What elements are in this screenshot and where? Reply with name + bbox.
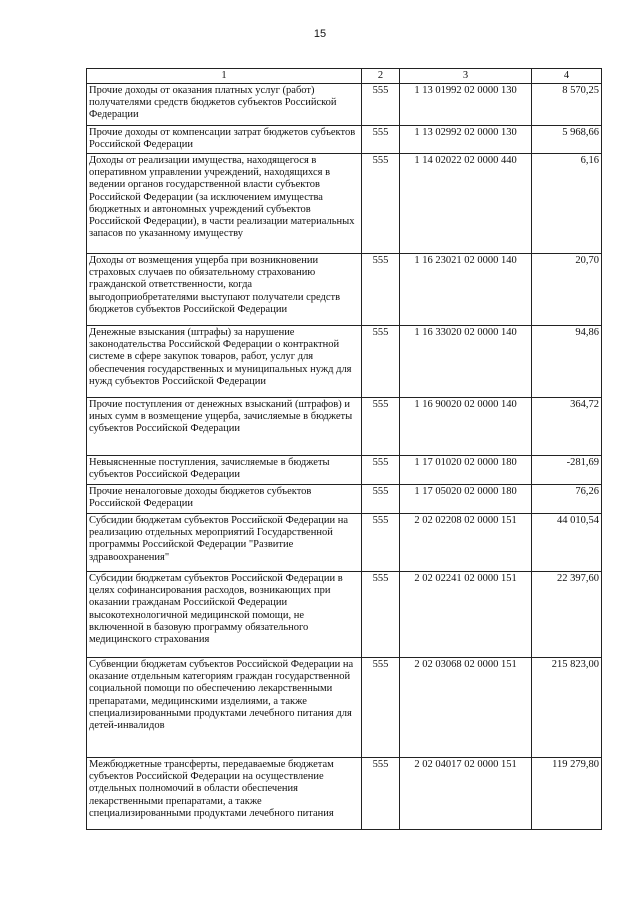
row-admin-code: 555 (362, 456, 400, 485)
table-row (87, 456, 602, 485)
row-admin-code: 555 (362, 658, 400, 758)
row-name: Субсидии бюджетам субъектов Российской Федерации в целях софинансирования расходов, возникающих при оказании гражданам Российской Федерации высокотехнологичной медицинской помощи, не включенной в базовую программу обязательного медицинского страхования (87, 572, 362, 658)
table-header-row (87, 69, 602, 84)
table-row (87, 126, 602, 154)
header-col-1: 1 (87, 69, 362, 84)
row-amount: 6,16 (532, 154, 602, 254)
row-revenue-code: 1 13 01992 02 0000 130 (400, 84, 532, 126)
row-admin-code: 555 (362, 254, 400, 326)
page-number: 15 (313, 28, 327, 40)
row-admin-code: 555 (362, 758, 400, 830)
budget-table (86, 68, 602, 830)
row-amount: 364,72 (532, 398, 602, 456)
row-revenue-code: 2 02 02241 02 0000 151 (400, 572, 532, 658)
row-amount: 119 279,80 (532, 758, 602, 830)
row-name: Прочие доходы от компенсации затрат бюджетов субъектов Российской Федерации (87, 126, 362, 154)
row-name: Прочие поступления от денежных взысканий (штрафов) и иных сумм в возмещение ущерба, зачисляемые в бюджеты субъектов Российской Федерации (87, 398, 362, 456)
table-row (87, 485, 602, 514)
table-row (87, 658, 602, 758)
table-row (87, 326, 602, 398)
row-amount: 20,70 (532, 254, 602, 326)
row-amount: 22 397,60 (532, 572, 602, 658)
row-amount: 5 968,66 (532, 126, 602, 154)
row-name: Доходы от реализации имущества, находящегося в оперативном управлении учреждений, находящихся в ведении органов государственной власти субъектов Российской Федерации (за исключением имущества бюджетных и автономных учреждений субъектов Российской Федерации), в части реализации материальных запасов по указанному имуществу (87, 154, 362, 254)
row-amount: -281,69 (532, 456, 602, 485)
row-admin-code: 555 (362, 84, 400, 126)
row-amount: 44 010,54 (532, 514, 602, 572)
row-revenue-code: 2 02 04017 02 0000 151 (400, 758, 532, 830)
row-amount: 76,26 (532, 485, 602, 514)
row-revenue-code: 1 17 05020 02 0000 180 (400, 485, 532, 514)
row-revenue-code: 1 16 33020 02 0000 140 (400, 326, 532, 398)
table-row (87, 572, 602, 658)
row-admin-code: 555 (362, 126, 400, 154)
row-revenue-code: 1 16 23021 02 0000 140 (400, 254, 532, 326)
row-revenue-code: 1 14 02022 02 0000 440 (400, 154, 532, 254)
row-name: Доходы от возмещения ущерба при возникновении страховых случаев по обязательному страхованию гражданской ответственности, когда выгодоприобретателями выступают получатели средств бюджетов субъектов Российской Федерации (87, 254, 362, 326)
row-revenue-code: 1 17 01020 02 0000 180 (400, 456, 532, 485)
row-revenue-code: 1 16 90020 02 0000 140 (400, 398, 532, 456)
row-revenue-code: 2 02 03068 02 0000 151 (400, 658, 532, 758)
row-admin-code: 555 (362, 485, 400, 514)
table-row (87, 398, 602, 456)
row-name: Субсидии бюджетам субъектов Российской Федерации на реализацию отдельных мероприятий Государственной программы Российской Федерации "Развитие здравоохранения" (87, 514, 362, 572)
header-col-2: 2 (362, 69, 400, 84)
header-col-4: 4 (532, 69, 602, 84)
row-revenue-code: 2 02 02208 02 0000 151 (400, 514, 532, 572)
row-name: Субвенции бюджетам субъектов Российской Федерации на оказание отдельным категориям граждан государственной социальной помощи по обеспечению лекарственными препаратами, медицинскими изделиями, а также специализированными продуктами лечебного питания для детей-инвалидов (87, 658, 362, 758)
row-amount: 215 823,00 (532, 658, 602, 758)
row-revenue-code: 1 13 02992 02 0000 130 (400, 126, 532, 154)
row-name: Прочие доходы от оказания платных услуг (работ) получателями средств бюджетов субъектов Российской Федерации (87, 84, 362, 126)
table-row (87, 758, 602, 830)
row-name: Денежные взыскания (штрафы) за нарушение законодательства Российской Федерации о контрактной системе в сфере закупок товаров, работ, услуг для обеспечения государственных и муниципальных нужд для нужд субъектов Российской Федерации (87, 326, 362, 398)
header-col-3: 3 (400, 69, 532, 84)
row-amount: 8 570,25 (532, 84, 602, 126)
row-admin-code: 555 (362, 154, 400, 254)
row-name: Межбюджетные трансферты, передаваемые бюджетам субъектов Российской Федерации на осуществление отдельных полномочий в области обеспечения лекарственными препаратами, а также специализированными продуктами лечебного питания (87, 758, 362, 830)
row-name: Невыясненные поступления, зачисляемые в бюджеты субъектов Российской Федерации (87, 456, 362, 485)
row-admin-code: 555 (362, 514, 400, 572)
row-amount: 94,86 (532, 326, 602, 398)
table-row (87, 514, 602, 572)
row-admin-code: 555 (362, 326, 400, 398)
table-row (87, 254, 602, 326)
row-name: Прочие неналоговые доходы бюджетов субъектов Российской Федерации (87, 485, 362, 514)
row-admin-code: 555 (362, 572, 400, 658)
row-admin-code: 555 (362, 398, 400, 456)
table-row (87, 84, 602, 126)
table-row (87, 154, 602, 254)
